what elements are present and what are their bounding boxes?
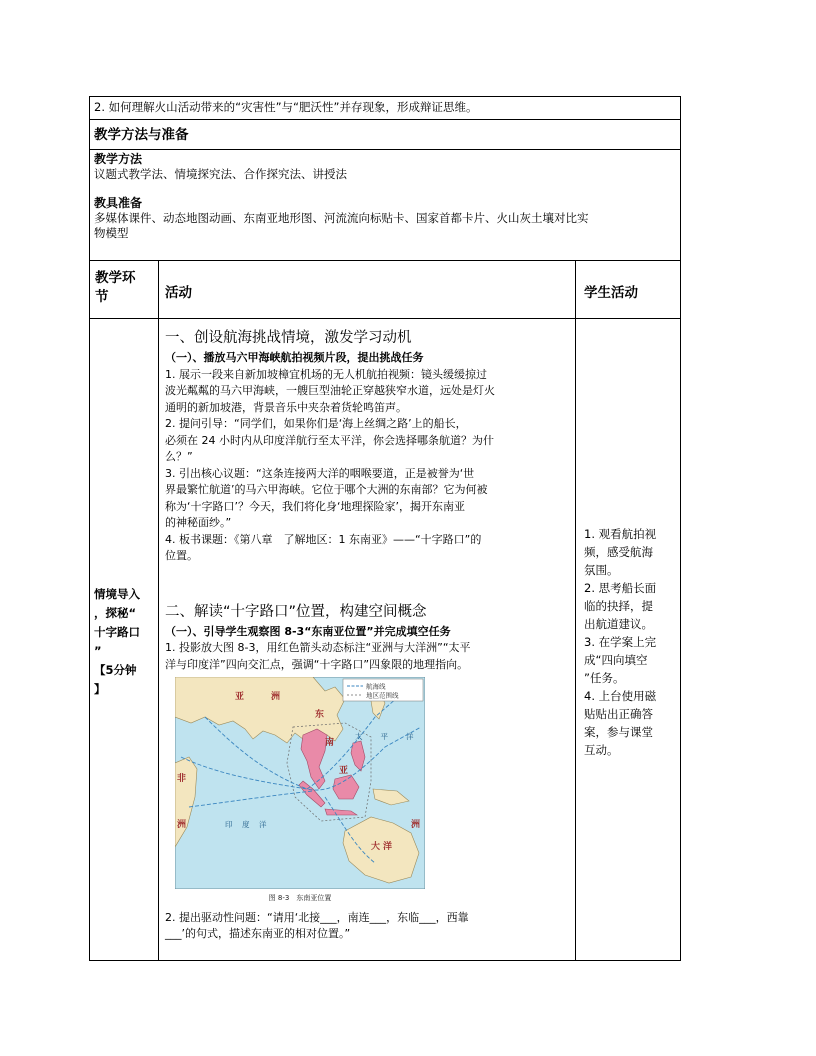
methods-section (90, 150, 680, 261)
stage-line-5: 【5分钟 (94, 663, 137, 677)
para-1-line-1: 1. 展示一段来自新加坡樟宜机场的无人机航拍视频：镜头缓缓掠过 (165, 367, 487, 381)
student-4-line-1: 4. 上台使用磁 (584, 689, 657, 703)
method-title: 教学方法 (94, 152, 143, 166)
student-1-line-2: 频，感受航海 (584, 545, 653, 559)
student-4-line-4: 互动。 (584, 743, 619, 757)
stage-line-6: 】 (94, 682, 106, 696)
map-label-asia-1: 亚 (235, 692, 245, 702)
subsection-2-title: （一）、引导学生观察图 8-3“东南亚位置”并完成填空任务 (165, 624, 451, 638)
student-1-line-1: 1. 观看航拍视 (584, 527, 657, 541)
para-2-line-3: 么？” (165, 450, 193, 463)
para-2-line-1: 2. 提问引导：“同学们，如果你们是‘海上丝绸之路’上的船长， (165, 417, 467, 430)
student-4-line-3: 案，参与课堂 (584, 725, 653, 739)
para-4-line-2: 位置。 (165, 549, 198, 562)
para-4-line-1: 4. 板书课题：《第八章 了解地区：1 东南亚》——“十字路口”的 (165, 532, 482, 546)
header-activity: 活动 (165, 285, 192, 301)
stage-line-3: 十字路口 (94, 625, 140, 639)
stage-cell (90, 319, 159, 960)
objective-row: 2. 如何理解火山活动带来的“灾害性”与“肥沃性”并存现象，形成辩证思维。 (90, 97, 680, 120)
header-stage-cell (90, 261, 159, 318)
map-label-oceania-2: 洋 (383, 842, 393, 852)
student-3-line-2: 成“四向填空 (584, 653, 648, 667)
para-3-line-1: 3. 引出核心议题：“这条连接两大洋的咽喉要道，正是被誉为‘世 (165, 466, 475, 480)
header-stage-line-1: 教学环 (95, 270, 136, 286)
lesson-body-row (90, 319, 680, 960)
student-3-line-3: ”任务。 (584, 671, 625, 685)
para-3-line-4: 的神秘面纱。” (165, 516, 232, 529)
header-activity-cell (159, 261, 576, 318)
student-1-line-3: 氛围。 (584, 563, 619, 577)
q1-line-2: 洋与印度洋”四向交汇点，强调“十字路口”四象限的地理指向。 (165, 657, 469, 671)
student-2-line-3: 出航道建议。 (584, 617, 653, 631)
map-label-asia-2: 洲 (271, 692, 281, 702)
map-label-pacific: 太 平 洋 (355, 732, 415, 741)
student-4-line-2: 贴贴出正确答 (584, 707, 653, 721)
q2-line-2: ___’的句式，描述东南亚的相对位置。” (165, 927, 351, 940)
q2-line-1: 2. 提出驱动性问题：“请用‘北接___，南连___，东临___，西靠 (165, 910, 469, 924)
map-legend-route: 航海线 (366, 682, 386, 691)
map-label-se-2: 南 (325, 738, 335, 748)
map-legend-area: 地区范围线 (366, 691, 399, 700)
methods-heading: 教学方法与准备 (90, 120, 680, 150)
map-label-africa-1: 非 (177, 774, 187, 784)
map-label-se-3: 亚 (339, 766, 349, 776)
method-text: 议题式教学法、情境探究法、合作探究法、讲授法 (94, 167, 347, 181)
map-label-se-1: 东 (315, 710, 325, 720)
tools-title: 教具准备 (94, 196, 143, 210)
tools-line-2: 物模型 (94, 226, 129, 240)
map-label-oceania-3: 洲 (411, 820, 421, 830)
stage-line-1: 情境导入 (94, 587, 140, 601)
tools-line-1: 多媒体课件、动态地图动画、东南亚地形图、河流流向标贴卡、国家首都卡片、火山灰土壤对比实 (94, 211, 589, 225)
para-3-line-2: 界最繁忙航道’的马六甲海峡。它位于哪个大洲的东南部？它为何被 (165, 483, 488, 496)
stage-line-2: ，探秘“ (94, 606, 137, 620)
section-1-title: 一、创设航海挑战情境，激发学习动机 (165, 330, 412, 346)
subsection-1-title: （一）、播放马六甲海峡航拍视频片段，提出挑战任务 (165, 351, 424, 364)
map-caption: 图 8-3 东南亚位置 (268, 894, 332, 902)
q1-line-1: 1. 投影放大图 8-3，用红色箭头动态标注“亚洲与大洋洲”“太平 (165, 641, 471, 654)
student-3-line-1: 3. 在学案上完 (584, 635, 657, 649)
header-student-cell (576, 261, 680, 318)
map-label-indian: 印 度 洋 (225, 820, 268, 829)
header-stage-line-2: 节 (95, 289, 109, 305)
table-header-row (90, 261, 680, 319)
para-1-line-3: 通明的新加坡港，背景音乐中夹杂着货轮鸣笛声。 (165, 400, 407, 414)
para-3-line-3: 称为‘十字路口’？今天，我们将化身‘地理探险家’，揭开东南亚 (165, 499, 465, 513)
student-2-line-1: 2. 思考船长面 (584, 581, 657, 595)
activity-cell (159, 319, 576, 960)
student-cell (576, 319, 680, 960)
header-student: 学生活动 (584, 285, 638, 301)
stage-line-4: ” (94, 644, 102, 658)
map-label-africa-2: 洲 (177, 820, 187, 830)
para-2-line-2: 必须在 24 小时内从印度洋航行至太平洋，你会选择哪条航道？为什 (165, 433, 494, 447)
southeast-asia-map (175, 677, 425, 889)
section-2-title: 二、解读“十字路口”位置，构建空间概念 (165, 603, 427, 620)
lesson-table (89, 96, 681, 961)
map-label-oceania-1: 大 (371, 842, 381, 852)
para-1-line-2: 波光粼粼的马六甲海峡，一艘巨型油轮正穿越狭窄水道，远处是灯火 (165, 384, 495, 397)
student-2-line-2: 临的抉择，提 (584, 599, 653, 613)
